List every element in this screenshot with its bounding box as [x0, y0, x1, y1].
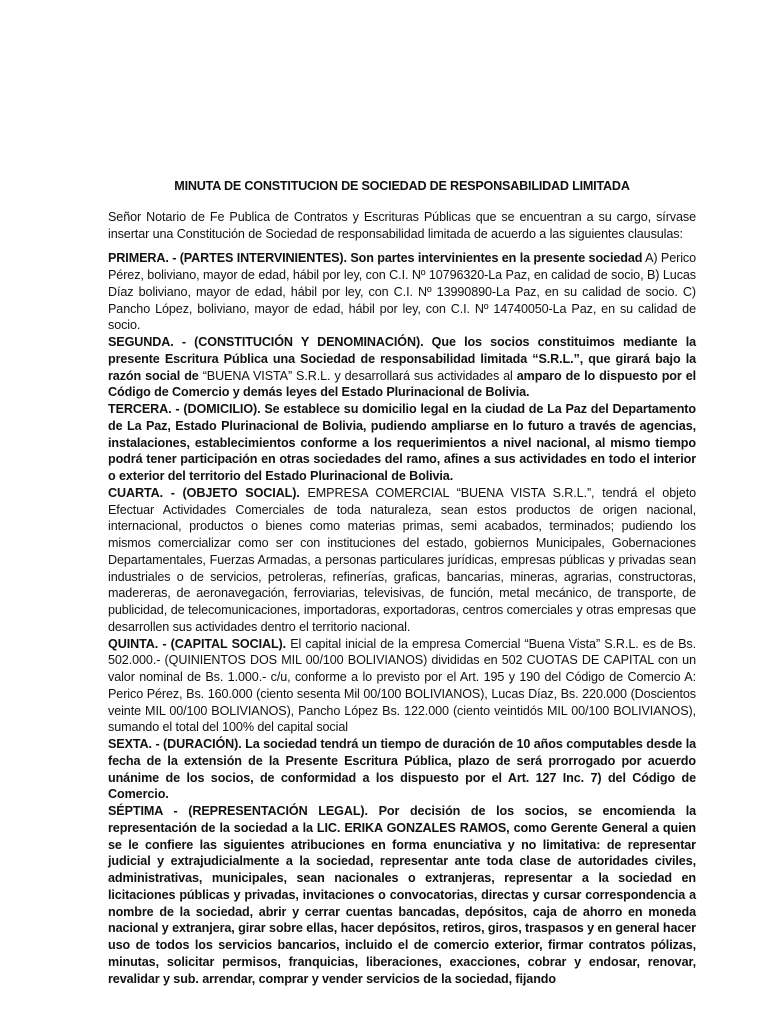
clause-heading: PRIMERA. - (PARTES INTERVINIENTES).	[108, 251, 347, 266]
clause-tail: amparo de lo dispuesto por el Código de Comercio y demás leyes del Estado Plurinacional de Bolivia.	[108, 368, 696, 400]
clause-cuarta	[108, 485, 696, 636]
clause-heading: QUINTA. - (CAPITAL SOCIAL).	[108, 636, 287, 651]
clause-text: El capital inicial de la empresa Comercial “Buena Vista” S.R.L. es de Bs. 502.000.- (QUINIENTOS DOS MIL 00/100 BOLIVIANOS) divididas en 502 CUOTAS DE CAPITAL con un valor nominal de Bs. 1.000.- c/u, conforme a lo previsto por el Art. 195 y 190 del Código de Comercio A: Perico Pérez, Bs. 160.000 (ciento sesenta Mil 00/100 BOLIVIANOS), Lucas Díaz, Bs. 220.000 (Doscientos veinte MIL 00/100 BOLIVIANOS), Pancho López Bs. 122.000 (ciento veintidós MIL 00/100 BOLIVIANOS), sumando el total del 100% del capital social	[108, 636, 696, 735]
clause-heading: CUARTA. - (OBJETO SOCIAL).	[108, 485, 300, 500]
document-intro: Señor Notario de Fe Publica de Contratos y Escrituras Públicas que se encuentran a su cargo, sírvase insertar una Constitución de Sociedad de responsabilidad limitada de acuerdo a las siguientes clausulas:	[108, 209, 696, 241]
clause-septima	[108, 803, 696, 987]
document-title: MINUTA DE CONSTITUCION DE SOCIEDAD DE RESPONSABILIDAD LIMITADA	[174, 179, 630, 193]
clause-heading: SÉPTIMA - (REPRESENTACIÓN LEGAL).	[108, 804, 368, 818]
clause-sexta	[108, 736, 696, 803]
clause-lead: Por decisión de los socios, se encomienda la representación de la sociedad a la LIC. ERIKA GONZALES RAMOS, como Gerente General a quien se le confiere las siguientes atribuciones en forma enunciativa y no limitativa: de representar judicial y extrajudicialmente a la sociedad, representar ante toda clase de autoridades civiles, administrativas, municipales, sean nacionales o extranjeras, representar a la sociedad en licitaciones públicas y privadas, invitaciones o convocatorias, directas y cursar correspondencia a nombre de la sociedad, abrir y cerrar cuentas bancadas, depósitos, caja de ahorro en moneda nacional y extranjera, girar sobre ellas, hacer depósitos, retiros, giros, traspasos y en general hacer uso de todos los servicios bancarios, incluido el de comercio exterior, firmar contratos pólizas, minutas, solicitar permisos, franquicias, liberaciones, exacciones, cobrar y endosar, renovar, revalidar y sub. arrendar, comprar y vender servicios de la sociedad, fijando	[108, 804, 696, 986]
clause-quinta	[108, 636, 696, 737]
clause-tercera	[108, 401, 696, 485]
clause-text: “BUENA VISTA” S.R.L. y desarrollará sus actividades al	[198, 368, 513, 383]
clause-lead: Que los socios constituimos mediante la presente Escritura Pública una Sociedad de responsabilidad limitada “S.R.L.”, que girará bajo la razón social de	[108, 335, 696, 383]
clause-lead: Se establece su domicilio legal en la ciudad de La Paz del Departamento de La Paz, Estado Plurinacional de Bolivia, pudiendo ampliarse en lo futuro a través de agencias, instalaciones, establecimientos conforme a los requerimientos a nivel nacional, al mismo tiempo podrá tener participación en otras sociedades del ramo, afines a sus actividades en todo el interior o exterior del territorio del Estado Plurinacional de Bolivia.	[108, 402, 696, 483]
clause-segunda	[108, 334, 696, 401]
clause-heading: SEXTA. - (DURACIÓN).	[108, 737, 242, 751]
clause-heading: TERCERA. - (DOMICILIO).	[108, 402, 261, 416]
clause-lead: La sociedad tendrá un tiempo de duración de 10 años computables desde la fecha de la extensión de la Presente Escritura Pública, plazo de será prorrogado por acuerdo unánime de los socios, de conformidad a los dispuesto por el Art. 127 Inc. 7) del Código de Comercio.	[108, 737, 696, 802]
clause-lead: Son partes intervinientes en la presente sociedad	[346, 251, 643, 266]
clause-primera	[108, 250, 696, 334]
clause-heading: SEGUNDA. - (CONSTITUCIÓN Y DENOMINACIÓN).	[108, 335, 424, 349]
clause-text: EMPRESA COMERCIAL “BUENA VISTA S.R.L.”, tendrá el objeto Efectuar Actividades Comerciales de toda naturaleza, sean estos productos de origen nacional, internacional, productos o bienes como materias primas, semi acabados, terminados; pudiendo los mismos comercializar como ser con instituciones del estado, gobiernos Municipales, Gobernaciones Departamentales, Fuerzas Armadas, a personas particulares jurídicas, empresas públicas y privadas sean industriales o de servicios, petroleras, refinerías, graficas, bancarias, mineras, agrarias, constructoras, madereras, de aeronavegación, ferroviarias, televisivas, de función, metal mecánico, de transporte, de publicidad, de telecomunicaciones, importadoras, exportadoras, centros comerciales y otras empresas que desarrollen sus actividades dentro el territorio nacional.	[108, 485, 697, 634]
document-body	[108, 178, 696, 987]
clause-text: A) Perico Pérez, boliviano, mayor de edad, hábil por ley, con C.I. Nº 10796320-La Paz, en calidad de socio, B) Lucas Díaz boliviano, mayor de edad, hábil por ley, con C.I. Nº 13990890-La Paz, en su calidad de socio. C) Pancho López, boliviano, mayor de edad, hábil por ley, con C.I. Nº 14740050-La Paz, en su calidad de socio.	[108, 251, 696, 333]
